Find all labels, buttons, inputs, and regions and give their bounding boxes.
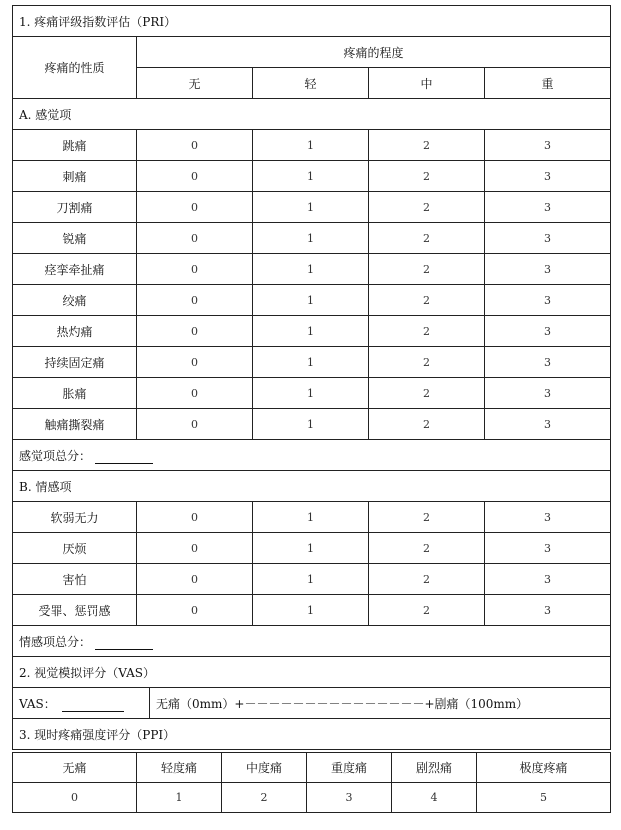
vas-label-cell — [13, 688, 150, 719]
pain-item-name: 胀痛 — [13, 378, 137, 409]
ppi-value-cell[interactable]: 1 — [137, 783, 222, 813]
score-cell[interactable]: 1 — [253, 192, 369, 223]
ppi-value-cell[interactable]: 2 — [222, 783, 307, 813]
score-cell[interactable]: 0 — [137, 409, 253, 440]
pain-item-row — [13, 502, 611, 533]
score-cell[interactable]: 3 — [485, 533, 611, 564]
score-cell[interactable]: 1 — [253, 378, 369, 409]
score-cell[interactable]: 3 — [485, 409, 611, 440]
score-cell[interactable]: 0 — [137, 595, 253, 626]
score-cell[interactable]: 0 — [137, 130, 253, 161]
affective-heading: B. 情感项 — [13, 471, 611, 502]
score-cell[interactable]: 0 — [137, 533, 253, 564]
score-cell[interactable]: 2 — [369, 564, 485, 595]
score-cell[interactable]: 1 — [253, 316, 369, 347]
ppi-title-row — [13, 719, 611, 750]
score-cell[interactable]: 3 — [485, 192, 611, 223]
score-cell[interactable]: 2 — [369, 254, 485, 285]
pain-item-row — [13, 285, 611, 316]
score-cell[interactable]: 2 — [369, 192, 485, 223]
pain-item-name: 锐痛 — [13, 223, 137, 254]
vas-label: VAS： — [19, 696, 56, 711]
pri-title: 1. 疼痛评级指数评估（PRI） — [13, 6, 611, 37]
pain-item-row — [13, 347, 611, 378]
ppi-header-cell: 剧烈痛 — [392, 753, 477, 783]
score-cell[interactable]: 0 — [137, 378, 253, 409]
ppi-table — [12, 752, 611, 813]
score-cell[interactable]: 2 — [369, 347, 485, 378]
level-header: 无 — [137, 68, 253, 99]
score-cell[interactable]: 3 — [485, 130, 611, 161]
score-cell[interactable]: 1 — [253, 223, 369, 254]
score-cell[interactable]: 0 — [137, 347, 253, 378]
score-cell[interactable]: 2 — [369, 595, 485, 626]
vas-row — [13, 688, 611, 719]
score-cell[interactable]: 2 — [369, 130, 485, 161]
level-header: 重 — [485, 68, 611, 99]
score-cell[interactable]: 2 — [369, 223, 485, 254]
pri-header-row — [13, 37, 611, 68]
ppi-header-cell: 无痛 — [13, 753, 137, 783]
score-cell[interactable]: 0 — [137, 223, 253, 254]
ppi-value-cell[interactable]: 5 — [477, 783, 611, 813]
pain-item-row — [13, 316, 611, 347]
pri-table — [12, 5, 611, 750]
pain-item-row — [13, 595, 611, 626]
ppi-header-cell: 轻度痛 — [137, 753, 222, 783]
score-cell[interactable]: 2 — [369, 161, 485, 192]
ppi-header-row — [13, 753, 611, 783]
score-cell[interactable]: 3 — [485, 502, 611, 533]
vas-title-row — [13, 657, 611, 688]
score-cell[interactable]: 1 — [253, 130, 369, 161]
score-cell[interactable]: 3 — [485, 161, 611, 192]
sensory-heading: A. 感觉项 — [13, 99, 611, 130]
affective-total-label: 情感项总分： — [19, 634, 92, 649]
score-cell[interactable]: 3 — [485, 347, 611, 378]
pain-item-row — [13, 564, 611, 595]
score-cell[interactable]: 3 — [485, 223, 611, 254]
pain-degree-header: 疼痛的程度 — [137, 37, 611, 68]
score-cell[interactable]: 0 — [137, 502, 253, 533]
affective-total-blank[interactable] — [95, 637, 153, 650]
pain-nature-header: 疼痛的性质 — [13, 37, 137, 99]
sensory-total-label: 感觉项总分： — [19, 448, 92, 463]
pain-item-name: 热灼痛 — [13, 316, 137, 347]
level-header: 中 — [369, 68, 485, 99]
score-cell[interactable]: 0 — [137, 316, 253, 347]
affective-total-row — [13, 626, 611, 657]
score-cell[interactable]: 1 — [253, 254, 369, 285]
pain-item-row — [13, 223, 611, 254]
score-cell[interactable]: 3 — [485, 595, 611, 626]
pain-item-name: 受罪、惩罚感 — [13, 595, 137, 626]
score-cell[interactable]: 1 — [253, 409, 369, 440]
score-cell[interactable]: 1 — [253, 285, 369, 316]
ppi-header-cell: 重度痛 — [307, 753, 392, 783]
pain-item-row — [13, 533, 611, 564]
score-cell[interactable]: 2 — [369, 533, 485, 564]
score-cell[interactable]: 2 — [369, 409, 485, 440]
pain-item-row — [13, 192, 611, 223]
score-cell[interactable]: 0 — [137, 192, 253, 223]
score-cell[interactable]: 3 — [485, 564, 611, 595]
sensory-total-blank[interactable] — [95, 451, 153, 464]
score-cell[interactable]: 0 — [137, 254, 253, 285]
score-cell[interactable]: 1 — [253, 502, 369, 533]
sensory-total-row — [13, 440, 611, 471]
vas-title: 2. 视觉模拟评分（VAS） — [13, 657, 611, 688]
score-cell[interactable]: 3 — [485, 378, 611, 409]
sensory-heading-row — [13, 99, 611, 130]
pain-item-row — [13, 409, 611, 440]
score-cell[interactable]: 2 — [369, 502, 485, 533]
pain-item-name: 跳痛 — [13, 130, 137, 161]
score-cell[interactable]: 3 — [485, 285, 611, 316]
pain-item-name: 厌烦 — [13, 533, 137, 564]
ppi-title: 3. 现时疼痛强度评分（PPI） — [13, 719, 611, 750]
ppi-value-cell[interactable]: 0 — [13, 783, 137, 813]
score-cell[interactable]: 0 — [137, 161, 253, 192]
ppi-header-cell: 极度疼痛 — [477, 753, 611, 783]
score-cell[interactable]: 1 — [253, 533, 369, 564]
pain-item-name: 绞痛 — [13, 285, 137, 316]
ppi-value-cell[interactable]: 4 — [392, 783, 477, 813]
ppi-header-cell: 中度痛 — [222, 753, 307, 783]
pain-item-name: 刺痛 — [13, 161, 137, 192]
pain-item-row — [13, 161, 611, 192]
score-cell[interactable]: 2 — [369, 378, 485, 409]
pain-item-name: 持续固定痛 — [13, 347, 137, 378]
score-cell[interactable]: 1 — [253, 595, 369, 626]
pain-item-name: 痉挛牵扯痛 — [13, 254, 137, 285]
score-cell[interactable]: 0 — [137, 564, 253, 595]
level-header: 轻 — [253, 68, 369, 99]
pain-item-name: 害怕 — [13, 564, 137, 595]
score-cell[interactable]: 1 — [253, 564, 369, 595]
score-cell[interactable]: 2 — [369, 316, 485, 347]
score-cell[interactable]: 3 — [485, 316, 611, 347]
score-cell[interactable]: 1 — [253, 161, 369, 192]
pain-item-row — [13, 130, 611, 161]
pain-item-name: 软弱无力 — [13, 502, 137, 533]
score-cell[interactable]: 0 — [137, 285, 253, 316]
vas-blank[interactable] — [62, 699, 124, 712]
affective-total — [13, 626, 611, 657]
affective-heading-row — [13, 471, 611, 502]
pain-item-row — [13, 254, 611, 285]
pain-item-name: 刀割痛 — [13, 192, 137, 223]
score-cell[interactable]: 2 — [369, 285, 485, 316]
pain-item-name: 触痛撕裂痛 — [13, 409, 137, 440]
sensory-total — [13, 440, 611, 471]
ppi-value-cell[interactable]: 3 — [307, 783, 392, 813]
score-cell[interactable]: 1 — [253, 347, 369, 378]
ppi-value-row — [13, 783, 611, 813]
pri-title-row — [13, 6, 611, 37]
vas-scale[interactable]: 无痛（0mm）+－－－－－－－－－－－－－－－+剧痛（100mm） — [150, 688, 611, 719]
score-cell[interactable]: 3 — [485, 254, 611, 285]
pain-item-row — [13, 378, 611, 409]
